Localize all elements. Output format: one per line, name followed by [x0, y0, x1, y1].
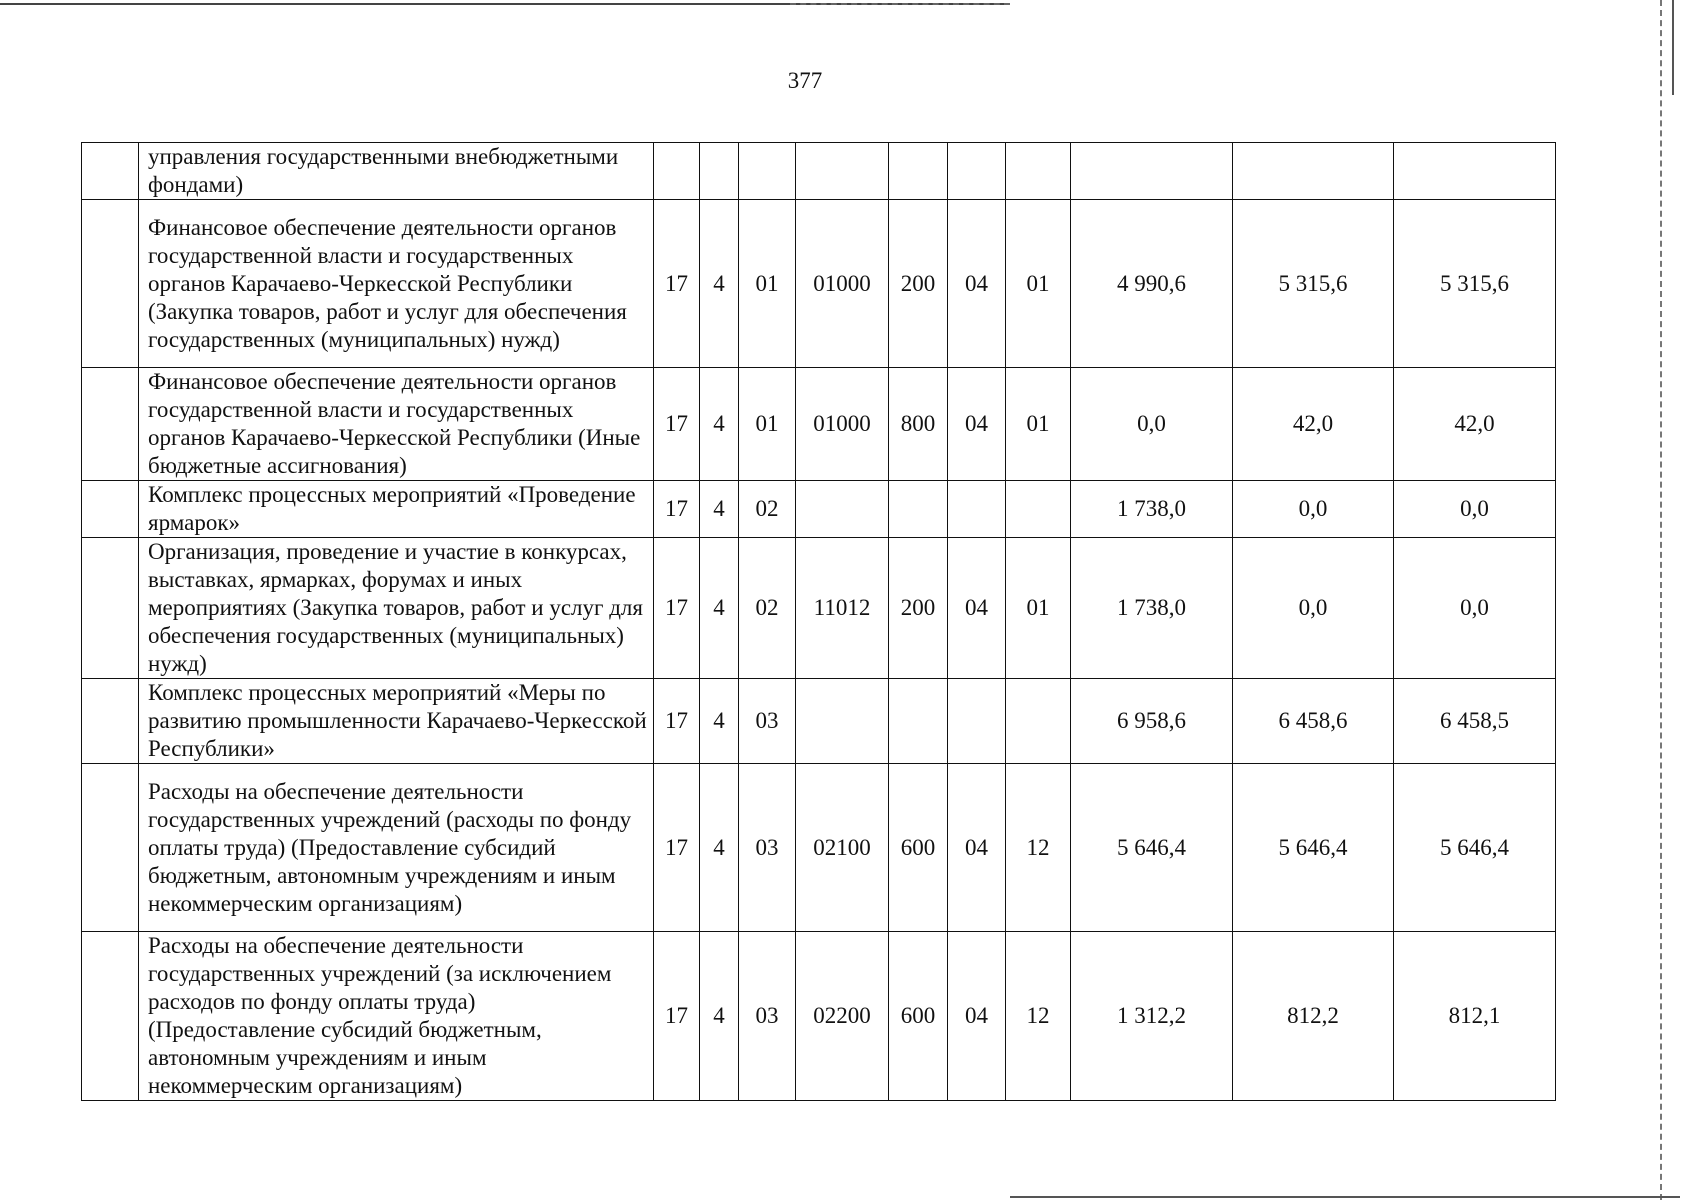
empty-cell [82, 764, 139, 932]
code-cell: 4 [700, 481, 739, 538]
code-cell: 01 [739, 200, 796, 368]
code-cell [1006, 679, 1071, 764]
table-row [82, 932, 1556, 1101]
code-cell: 01000 [796, 368, 889, 481]
table-row [82, 481, 1556, 538]
row-description: Комплекс процессных мероприятий «Меры по развитию промышленности Карачаево-Черкесской Республики» [139, 679, 654, 764]
amount-cell [1233, 143, 1394, 200]
amount-cell: 5 646,4 [1233, 764, 1394, 932]
code-cell [889, 481, 948, 538]
amount-cell: 42,0 [1233, 368, 1394, 481]
table-row [82, 200, 1556, 368]
amount-cell: 0,0 [1071, 368, 1233, 481]
code-cell: 01 [739, 368, 796, 481]
amount-cell: 6 458,6 [1233, 679, 1394, 764]
code-cell: 01000 [796, 200, 889, 368]
amount-cell: 42,0 [1394, 368, 1556, 481]
empty-cell [82, 538, 139, 679]
code-cell [1006, 481, 1071, 538]
code-cell: 04 [948, 932, 1006, 1101]
budget-table [81, 142, 1556, 1101]
amount-cell: 812,2 [1233, 932, 1394, 1101]
row-description: Расходы на обеспечение деятельности государственных учреждений (за исключением расходов по фонду оплаты труда) (Предоставление субсидий бюджетным, автономным учреждениям и иным некоммерческим организациям) [139, 932, 654, 1101]
table-row [82, 143, 1556, 200]
amount-cell: 0,0 [1394, 481, 1556, 538]
scan-edge-right [1660, 0, 1662, 1200]
code-cell [796, 679, 889, 764]
code-cell [796, 143, 889, 200]
code-cell: 600 [889, 764, 948, 932]
code-cell: 17 [654, 538, 700, 679]
amount-cell: 4 990,6 [1071, 200, 1233, 368]
code-cell: 17 [654, 368, 700, 481]
code-cell: 17 [654, 679, 700, 764]
empty-cell [82, 679, 139, 764]
code-cell: 12 [1006, 932, 1071, 1101]
amount-cell: 5 315,6 [1394, 200, 1556, 368]
page-number: 377 [787, 68, 823, 93]
amount-cell: 0,0 [1233, 481, 1394, 538]
code-cell: 4 [700, 200, 739, 368]
code-cell: 02 [739, 481, 796, 538]
code-cell: 03 [739, 932, 796, 1101]
code-cell: 04 [948, 538, 1006, 679]
code-cell [739, 143, 796, 200]
code-cell: 4 [700, 764, 739, 932]
code-cell: 04 [948, 764, 1006, 932]
row-description: Финансовое обеспечение деятельности органов государственной власти и государственных органов Карачаево-Черкесской Республики (Иные бюджетные ассигнования) [139, 368, 654, 481]
amount-cell [1071, 143, 1233, 200]
code-cell [948, 679, 1006, 764]
scan-edge-bottom [1010, 1196, 1680, 1198]
empty-cell [82, 200, 139, 368]
amount-cell: 6 458,5 [1394, 679, 1556, 764]
row-description: Финансовое обеспечение деятельности органов государственной власти и государственных органов Карачаево-Черкесской Республики (Закупка товаров, работ и услуг для обеспечения государственных (муниципальных) нужд) [139, 200, 654, 368]
code-cell: 02100 [796, 764, 889, 932]
amount-cell: 1 738,0 [1071, 481, 1233, 538]
code-cell: 4 [700, 679, 739, 764]
code-cell [948, 481, 1006, 538]
empty-cell [82, 143, 139, 200]
code-cell [889, 679, 948, 764]
amount-cell: 6 958,6 [1071, 679, 1233, 764]
amount-cell: 0,0 [1394, 538, 1556, 679]
code-cell: 04 [948, 200, 1006, 368]
code-cell: 200 [889, 538, 948, 679]
code-cell [700, 143, 739, 200]
table-row [82, 679, 1556, 764]
code-cell: 01 [1006, 538, 1071, 679]
code-cell: 01 [1006, 368, 1071, 481]
empty-cell [82, 932, 139, 1101]
code-cell: 01 [1006, 200, 1071, 368]
row-description: Расходы на обеспечение деятельности государственных учреждений (расходы по фонду оплаты труда) (Предоставление субсидий бюджетным, автономным учреждениям и иным некоммерческим организациям) [139, 764, 654, 932]
empty-cell [82, 368, 139, 481]
empty-cell [82, 481, 139, 538]
code-cell: 17 [654, 481, 700, 538]
code-cell: 200 [889, 200, 948, 368]
code-cell [796, 481, 889, 538]
amount-cell: 0,0 [1233, 538, 1394, 679]
code-cell: 12 [1006, 764, 1071, 932]
code-cell: 17 [654, 200, 700, 368]
code-cell: 03 [739, 764, 796, 932]
scan-edge-right-solid [1672, 0, 1674, 95]
amount-cell: 812,1 [1394, 932, 1556, 1101]
code-cell: 11012 [796, 538, 889, 679]
amount-cell [1394, 143, 1556, 200]
table-row [82, 368, 1556, 481]
code-cell [654, 143, 700, 200]
scan-edge-top-dashed [790, 3, 1010, 5]
code-cell: 4 [700, 932, 739, 1101]
code-cell: 02 [739, 538, 796, 679]
code-cell: 17 [654, 932, 700, 1101]
code-cell: 17 [654, 764, 700, 932]
code-cell: 800 [889, 368, 948, 481]
table-row [82, 764, 1556, 932]
row-description: управления государственными внебюджетными фондами) [139, 143, 654, 200]
code-cell: 4 [700, 538, 739, 679]
code-cell: 4 [700, 368, 739, 481]
row-description: Организация, проведение и участие в конкурсах, выставках, ярмарках, форумах и иных мероприятиях (Закупка товаров, работ и услуг для обеспечения государственных (муниципальных) нужд) [139, 538, 654, 679]
amount-cell: 5 646,4 [1071, 764, 1233, 932]
row-description: Комплекс процессных мероприятий «Проведение ярмарок» [139, 481, 654, 538]
code-cell: 04 [948, 368, 1006, 481]
code-cell [948, 143, 1006, 200]
code-cell [889, 143, 948, 200]
code-cell: 600 [889, 932, 948, 1101]
code-cell: 03 [739, 679, 796, 764]
code-cell [1006, 143, 1071, 200]
amount-cell: 5 646,4 [1394, 764, 1556, 932]
amount-cell: 5 315,6 [1233, 200, 1394, 368]
amount-cell: 1 738,0 [1071, 538, 1233, 679]
code-cell: 02200 [796, 932, 889, 1101]
table-row [82, 538, 1556, 679]
amount-cell: 1 312,2 [1071, 932, 1233, 1101]
